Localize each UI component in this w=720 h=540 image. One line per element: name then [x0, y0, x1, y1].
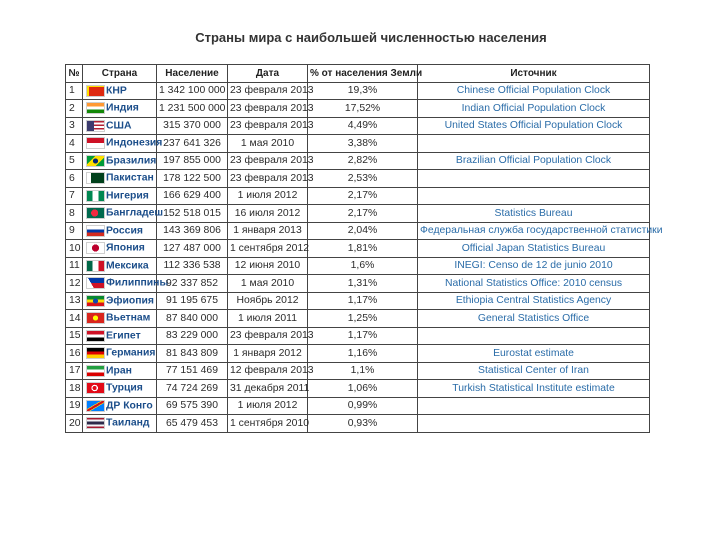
source-cell[interactable]: Ethiopia Central Statistics Agency — [418, 292, 650, 310]
country-name[interactable]: Нигерия — [106, 190, 149, 202]
country-name[interactable]: Таиланд — [106, 417, 150, 429]
source-cell — [418, 327, 650, 345]
row-number: 1 — [66, 82, 83, 100]
pakistan-flag-icon — [86, 172, 105, 184]
date-cell: 12 июня 2010 — [228, 257, 308, 275]
date-cell: 23 февраля 2013 — [228, 82, 308, 100]
table-row — [66, 240, 650, 258]
philippines-flag-icon — [86, 277, 105, 289]
population-cell: 197 855 000 — [157, 152, 228, 170]
source-cell[interactable]: Statistical Center of Iran — [418, 362, 650, 380]
country-name[interactable]: Пакистан — [106, 172, 154, 184]
country-cell — [83, 362, 157, 380]
source-cell — [418, 415, 650, 433]
date-cell: 1 января 2013 — [228, 222, 308, 240]
population-table — [65, 64, 663, 433]
japan-flag-icon — [86, 242, 105, 254]
country-name[interactable]: США — [106, 120, 132, 132]
table-row — [66, 152, 650, 170]
population-cell: 77 151 469 — [157, 362, 228, 380]
source-cell[interactable]: General Statistics Office — [418, 310, 650, 328]
thailand-flag-icon — [86, 417, 105, 429]
row-number: 14 — [66, 310, 83, 328]
country-name[interactable]: ДР Конго — [106, 400, 153, 412]
population-cell: 91 195 675 — [157, 292, 228, 310]
country-name[interactable]: Иран — [106, 365, 132, 377]
dr-congo-flag-icon — [86, 400, 105, 412]
country-cell — [83, 152, 157, 170]
source-cell[interactable]: Turkish Statistical Institute estimate — [418, 380, 650, 398]
share-cell: 0,93% — [308, 415, 418, 433]
share-cell: 1,17% — [308, 327, 418, 345]
egypt-flag-icon — [86, 330, 105, 342]
country-name[interactable]: Индия — [106, 102, 139, 114]
country-cell — [83, 345, 157, 363]
india-flag-icon — [86, 102, 105, 114]
date-cell: 1 мая 2010 — [228, 135, 308, 153]
source-cell[interactable]: Федеральная служба государственной статистики — [418, 222, 650, 240]
source-cell[interactable]: Eurostat estimate — [418, 345, 650, 363]
country-cell — [83, 310, 157, 328]
population-cell: 166 629 400 — [157, 187, 228, 205]
country-cell — [83, 292, 157, 310]
date-cell: Ноябрь 2012 — [228, 292, 308, 310]
table-row — [66, 327, 650, 345]
country-name[interactable]: Япония — [106, 242, 145, 254]
date-cell: 23 февраля 2013 — [228, 100, 308, 118]
share-cell: 2,17% — [308, 187, 418, 205]
date-cell: 16 июля 2012 — [228, 205, 308, 223]
country-cell — [83, 257, 157, 275]
country-cell — [83, 170, 157, 188]
table-row — [66, 415, 650, 433]
country-name[interactable]: Бразилия — [106, 155, 157, 167]
share-cell: 1,6% — [308, 257, 418, 275]
table-row — [66, 100, 650, 118]
row-number: 13 — [66, 292, 83, 310]
table-row — [66, 82, 650, 100]
russia-flag-icon — [86, 225, 105, 237]
table-row — [66, 222, 650, 240]
row-number: 6 — [66, 170, 83, 188]
country-cell — [83, 135, 163, 153]
country-name[interactable]: Филиппины — [106, 277, 169, 289]
country-cell — [83, 380, 157, 398]
row-number: 15 — [66, 327, 83, 345]
country-cell — [83, 240, 157, 258]
population-cell: 1 342 100 000 — [157, 82, 228, 100]
table-row — [66, 205, 650, 223]
population-cell: 237 641 326 — [157, 135, 228, 153]
table-row — [66, 310, 650, 328]
country-cell — [83, 82, 157, 100]
vietnam-flag-icon — [86, 312, 105, 324]
date-cell: 1 июля 2012 — [228, 187, 308, 205]
country-name[interactable]: Мексика — [106, 260, 149, 272]
share-cell: 4,49% — [308, 117, 418, 135]
source-cell[interactable]: United States Official Population Clock — [418, 117, 650, 135]
country-name[interactable]: Египет — [106, 330, 141, 342]
table-row — [66, 362, 650, 380]
table-row — [66, 135, 650, 153]
ethiopia-flag-icon — [86, 295, 105, 307]
header-date: Дата — [228, 65, 308, 83]
population-cell: 65 479 453 — [157, 415, 228, 433]
share-cell: 2,82% — [308, 152, 418, 170]
table-row — [66, 292, 650, 310]
share-cell: 2,17% — [308, 205, 418, 223]
header-number: № — [66, 65, 83, 83]
country-name[interactable]: Вьетнам — [106, 312, 151, 324]
row-number: 9 — [66, 222, 83, 240]
country-name[interactable]: КНР — [106, 85, 127, 97]
share-cell: 1,1% — [308, 362, 418, 380]
country-cell — [83, 327, 157, 345]
table-row — [66, 275, 650, 293]
table-row — [66, 117, 650, 135]
header-source: Источник — [418, 65, 650, 83]
share-cell: 1,17% — [308, 292, 418, 310]
population-cell: 315 370 000 — [157, 117, 228, 135]
row-number: 19 — [66, 397, 83, 415]
date-cell: 31 декабря 2011 — [228, 380, 308, 398]
row-number: 4 — [66, 135, 83, 153]
share-cell: 1,31% — [308, 275, 418, 293]
population-cell: 83 229 000 — [157, 327, 228, 345]
row-number: 18 — [66, 380, 83, 398]
mexico-flag-icon — [86, 260, 105, 272]
population-cell: 69 575 390 — [157, 397, 228, 415]
share-cell: 1,25% — [308, 310, 418, 328]
row-number: 7 — [66, 187, 83, 205]
source-cell[interactable]: INEGI: Censo de 12 de junio 2010 — [418, 257, 650, 275]
table-row — [66, 345, 650, 363]
share-cell: 0,99% — [308, 397, 418, 415]
share-cell: 2,53% — [308, 170, 418, 188]
source-cell[interactable]: Statistics Bureau — [418, 205, 650, 223]
population-cell: 1 231 500 000 — [157, 100, 228, 118]
population-cell: 127 487 000 — [157, 240, 228, 258]
row-number: 16 — [66, 345, 83, 363]
row-number: 10 — [66, 240, 83, 258]
country-cell — [83, 205, 164, 223]
country-name[interactable]: Россия — [106, 225, 143, 237]
row-number: 17 — [66, 362, 83, 380]
source-cell[interactable]: Official Japan Statistics Bureau — [418, 240, 650, 258]
nigeria-flag-icon — [86, 190, 105, 202]
country-cell — [83, 222, 157, 240]
bangladesh-flag-icon — [86, 207, 105, 219]
table-row — [66, 257, 650, 275]
germany-flag-icon — [86, 347, 105, 359]
date-cell: 23 февраля 2013 — [228, 327, 308, 345]
turkey-flag-icon — [86, 382, 105, 394]
share-cell: 3,38% — [308, 135, 418, 153]
header-country: Страна — [83, 65, 157, 83]
country-cell — [83, 397, 157, 415]
source-cell — [418, 135, 650, 153]
date-cell: 1 июля 2012 — [228, 397, 308, 415]
row-number: 3 — [66, 117, 83, 135]
source-cell[interactable]: National Statistics Office: 2010 census — [418, 275, 650, 293]
indonesia-flag-icon — [86, 137, 105, 149]
china-flag-icon — [86, 85, 105, 97]
share-cell: 17,52% — [308, 100, 418, 118]
share-cell: 1,81% — [308, 240, 418, 258]
country-cell — [83, 275, 169, 293]
population-cell: 81 843 809 — [157, 345, 228, 363]
row-number: 12 — [66, 275, 83, 293]
row-number: 5 — [66, 152, 83, 170]
share-cell: 1,16% — [308, 345, 418, 363]
table-row — [66, 397, 650, 415]
row-number: 8 — [66, 205, 83, 223]
usa-flag-icon — [86, 120, 105, 132]
header-population: Население — [157, 65, 228, 83]
row-number: 2 — [66, 100, 83, 118]
population-cell: 143 369 806 — [157, 222, 228, 240]
share-cell: 2,04% — [308, 222, 418, 240]
table-row — [66, 380, 650, 398]
country-name[interactable]: Индонезия — [106, 137, 163, 149]
date-cell: 1 января 2012 — [228, 345, 308, 363]
header-share: % от населения Земли — [308, 65, 418, 83]
country-name[interactable]: Турция — [106, 382, 143, 394]
source-cell[interactable]: Brazilian Official Population Clock — [418, 152, 650, 170]
date-cell: 1 сентября 2012 — [228, 240, 308, 258]
date-cell: 1 июля 2011 — [228, 310, 308, 328]
share-cell: 1,06% — [308, 380, 418, 398]
country-cell — [83, 187, 157, 205]
country-cell — [83, 415, 157, 433]
date-cell: 23 февраля 2013 — [228, 117, 308, 135]
population-cell: 178 122 500 — [157, 170, 228, 188]
population-cell: 74 724 269 — [157, 380, 228, 398]
iran-flag-icon — [86, 365, 105, 377]
date-cell: 1 мая 2010 — [228, 275, 308, 293]
source-cell[interactable]: Indian Official Population Clock — [418, 100, 650, 118]
population-cell: 152 518 015 — [157, 205, 228, 223]
date-cell: 23 февраля 2013 — [228, 170, 308, 188]
country-name[interactable]: Эфиопия — [106, 295, 154, 307]
row-number: 20 — [66, 415, 83, 433]
country-name[interactable]: Бангладеш — [106, 207, 164, 219]
source-cell — [418, 170, 650, 188]
row-number: 11 — [66, 257, 83, 275]
table-row — [66, 170, 650, 188]
population-cell: 92 337 852 — [157, 275, 228, 293]
population-cell: 112 336 538 — [157, 257, 228, 275]
source-cell[interactable]: Chinese Official Population Clock — [418, 82, 650, 100]
date-cell: 1 сентября 2010 — [228, 415, 308, 433]
population-cell: 87 840 000 — [157, 310, 228, 328]
country-cell — [83, 117, 157, 135]
date-cell: 23 февраля 2013 — [228, 152, 308, 170]
country-name[interactable]: Германия — [106, 347, 156, 359]
share-cell: 19,3% — [308, 82, 418, 100]
date-cell: 12 февраля 2013 — [228, 362, 308, 380]
country-cell — [83, 100, 157, 118]
source-cell — [418, 397, 650, 415]
table-header-row — [66, 65, 650, 83]
source-cell — [418, 187, 650, 205]
brazil-flag-icon — [86, 155, 105, 167]
page-title: Страны мира с наибольшей численностью населения — [195, 30, 547, 45]
table-row — [66, 187, 650, 205]
